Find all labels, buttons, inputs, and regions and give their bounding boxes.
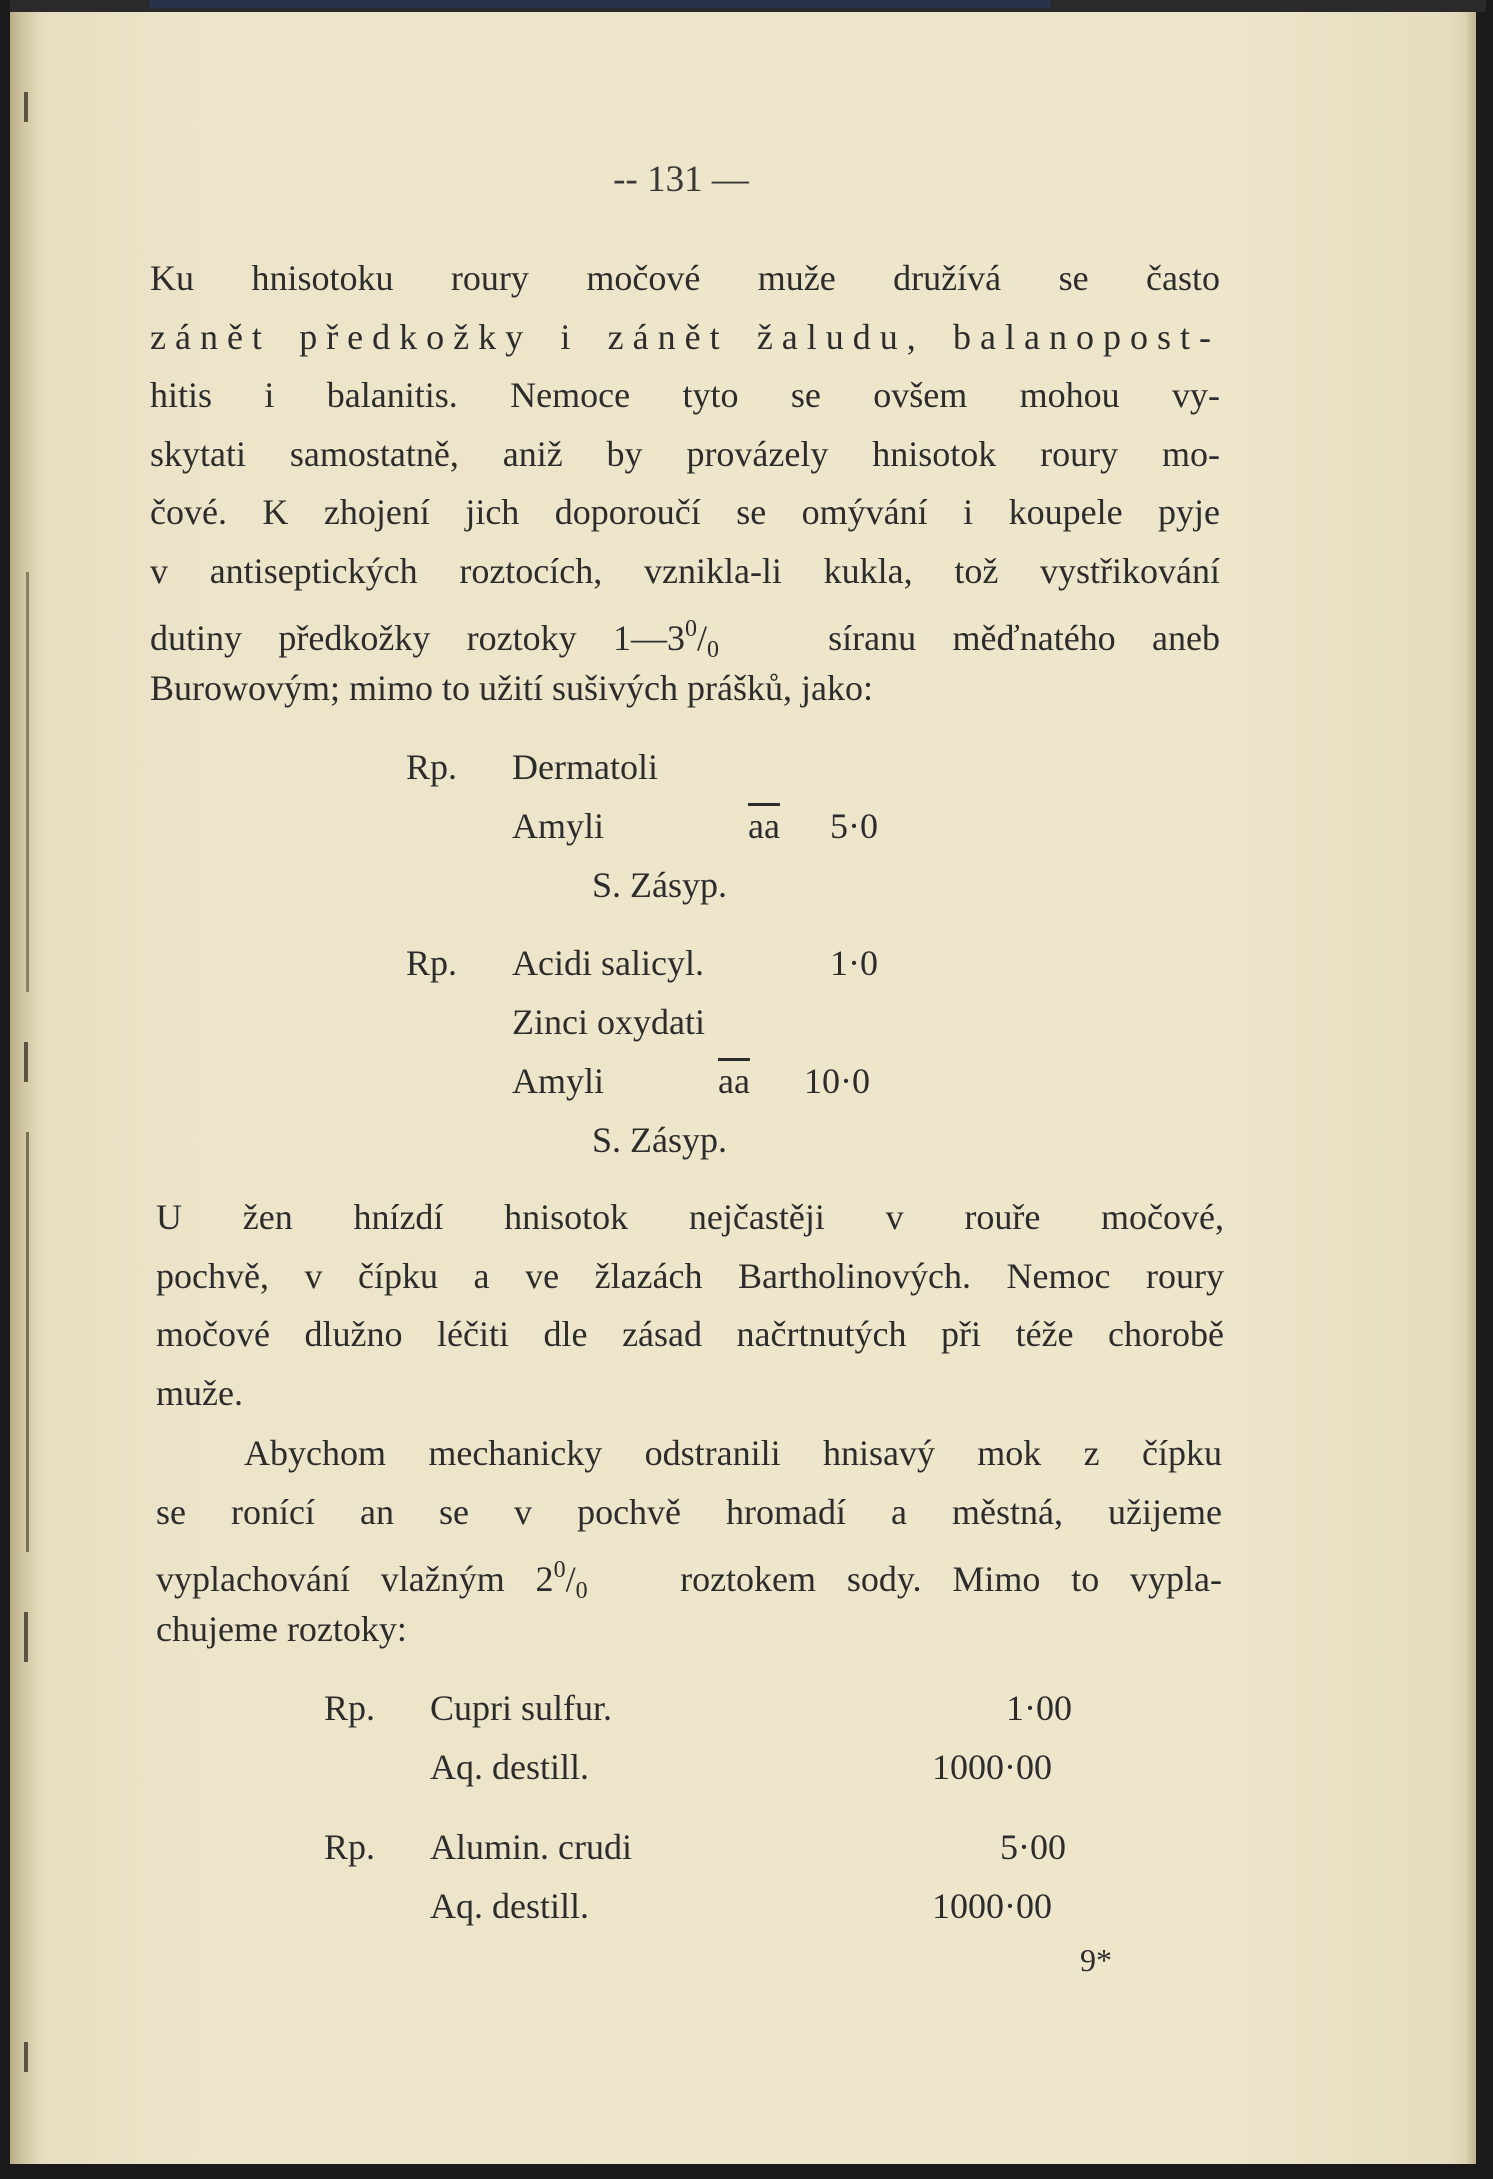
paragraph-2: [156, 1188, 1224, 1422]
recipe-rp: Rp.: [406, 943, 458, 983]
text-fragment: dutiny předkožky roztoky 1—3: [150, 618, 686, 658]
recipe-rp: Rp.: [324, 1688, 376, 1728]
recipe-ingredient: Cupri sulfur.: [430, 1688, 613, 1728]
book-page: [10, 12, 1476, 2164]
recipe-ingredient: Aq. destill.: [430, 1747, 589, 1787]
page-number: -- 131 —: [613, 159, 749, 200]
scan-top-border: [10, 0, 1486, 12]
text-fragment: roztokem sody. Mimo to vypla-: [680, 1559, 1223, 1599]
text-line: chujeme roztoky:: [156, 1608, 407, 1649]
paragraph-1: [150, 249, 1220, 717]
recipe-aa: $\overline{aa}$: [718, 1061, 750, 1101]
text-line: pochvě, v čípku a ve žlazách Bartholinových. Nemoc roury: [156, 1255, 1224, 1296]
scan-top-strip: [150, 0, 1050, 8]
recipe-quantity: 1000·00: [932, 1747, 1052, 1787]
text-line: muže.: [156, 1372, 243, 1413]
text-line: v antiseptických roztocích, vznikla-li kukla, tož vystřikování: [150, 550, 1220, 591]
recipe-quantity: 1000·00: [932, 1886, 1052, 1926]
paragraph-3: [156, 1424, 1222, 1658]
recipe-quantity: 1·0: [830, 943, 878, 983]
recipe-ingredient: Zinci oxydati: [512, 1002, 705, 1042]
signature-mark: 9*: [1080, 1942, 1112, 1978]
page-right-edge: [1466, 12, 1476, 2164]
percent-sub: 0: [707, 637, 720, 663]
text-line: čové. K zhojení jich doporoučí se omývání i koupele pyje: [150, 492, 1220, 532]
percent-sup: 0: [685, 616, 698, 642]
recipe-ingredient: Aq. destill.: [430, 1886, 589, 1926]
binding-edge: [10, 12, 40, 2164]
binding-mark: [26, 572, 29, 992]
text-line: Burowovým; mimo to užití sušivých prášků, jako:: [150, 667, 873, 708]
recipe-signa: S. Zásyp.: [592, 865, 727, 905]
recipe-signa: S. Zásyp.: [592, 1120, 727, 1160]
recipe-quantity: 5·0: [830, 806, 878, 846]
recipe-aa: $\overline{aa}$: [748, 806, 780, 846]
binding-mark: [24, 1612, 28, 1662]
text-line: Ku hnisotoku roury močové muže družívá se často: [150, 258, 1220, 298]
binding-mark: [24, 2042, 28, 2072]
text-line: hitis i balanitis. Nemoce tyto se ovšem mohou vy-: [150, 375, 1220, 415]
percent-sup: 0: [553, 1557, 566, 1583]
percent-sub: 0: [575, 1578, 588, 1604]
text-line: se ronící an se v pochvě hromadí a městná, užijeme: [156, 1491, 1222, 1532]
recipe-ingredient: Acidi salicyl.: [512, 943, 704, 983]
recipe-ingredient: Alumin. crudi: [430, 1827, 632, 1867]
text-line: zánět předkožky i zánět žaludu, balanopost-: [150, 316, 1220, 357]
text-line: močové dlužno léčiti dle zásad načrtnutých při téže chorobě: [156, 1314, 1224, 1354]
binding-mark: [24, 1042, 28, 1082]
binding-mark: [24, 92, 28, 122]
text-fragment: síranu měďnatého aneb: [828, 618, 1220, 658]
text-line-with-percent: vyplachování vlažným $2^0/_0$ roztokem sody. Mimo to vypla-: [156, 1557, 1223, 1604]
binding-mark: [26, 1132, 29, 1552]
text-line-with-percent: dutiny předkožky roztoky $1—3^0/_0$ síranu měďnatého aneb: [150, 616, 1220, 663]
recipe-quantity: 5·00: [1000, 1827, 1066, 1867]
text-line: U žen hnízdí hnisotok nejčastěji v rouře močové,: [156, 1197, 1224, 1237]
recipe-ingredient: Amyli: [512, 806, 605, 846]
recipe-ingredient: Dermatoli: [512, 747, 658, 787]
recipe-rp: Rp.: [324, 1827, 376, 1867]
text-line: skytati samostatně, aniž by provázely hnisotok roury mo-: [150, 433, 1220, 474]
recipe-quantity: 1·00: [1006, 1688, 1072, 1728]
recipe-rp: Rp.: [406, 747, 458, 787]
recipe-ingredient: Amyli: [512, 1061, 605, 1101]
text-line: Abychom mechanicky odstranili hnisavý mok z čípku: [244, 1433, 1222, 1473]
recipe-quantity: 10·0: [804, 1061, 870, 1101]
text-fragment: vyplachování vlažným 2: [156, 1559, 554, 1599]
